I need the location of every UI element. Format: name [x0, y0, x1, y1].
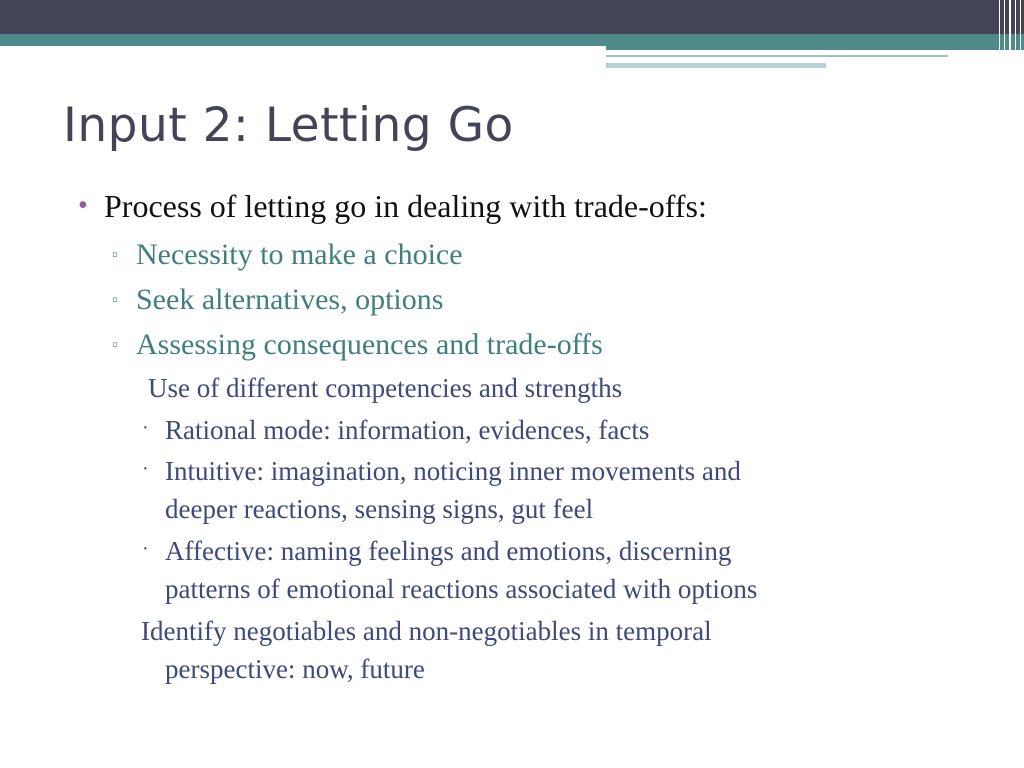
small-square-icon: ▫ [112, 245, 119, 264]
header-accent-band [0, 34, 1024, 46]
small-dot-icon: · [142, 458, 149, 480]
mode-text-continued: deeper reactions, sensing signs, gut feel [165, 494, 594, 524]
header-band [0, 0, 1024, 34]
header-accent-line [606, 46, 1024, 50]
small-dot-icon: · [142, 417, 149, 439]
small-square-icon: ▫ [112, 290, 119, 309]
negotiables-text: Identify negotiables and non-negotiables in temporal [141, 616, 712, 646]
header-vertical-stripes [996, 0, 1024, 70]
slide-title: Input 2: Letting Go [63, 98, 514, 153]
negotiables-text-continued: perspective: now, future [165, 654, 425, 684]
sub-bullet-text: Seek alternatives, options [136, 283, 444, 316]
mode-text-continued: patterns of emotional reactions associated with options [165, 574, 758, 604]
mode-text: Intuitive: imagination, noticing inner movements and [165, 456, 741, 486]
competencies-heading: Use of different competencies and strengths [148, 373, 623, 403]
mode-text: Affective: naming feelings and emotions, discerning [165, 536, 732, 566]
sub-bullet-text: Assessing consequences and trade-offs [136, 328, 603, 361]
small-square-icon: ▫ [112, 335, 119, 354]
mode-text: Rational mode: information, evidences, facts [165, 415, 650, 445]
bullet-main-text: Process of letting go in dealing with trade-offs: [104, 188, 707, 224]
header-accent-line [606, 63, 826, 68]
header-accent-line [606, 55, 948, 57]
bullet-dot-icon: • [78, 190, 88, 221]
small-dot-icon: · [142, 538, 149, 560]
sub-bullet-text: Necessity to make a choice [136, 238, 463, 271]
